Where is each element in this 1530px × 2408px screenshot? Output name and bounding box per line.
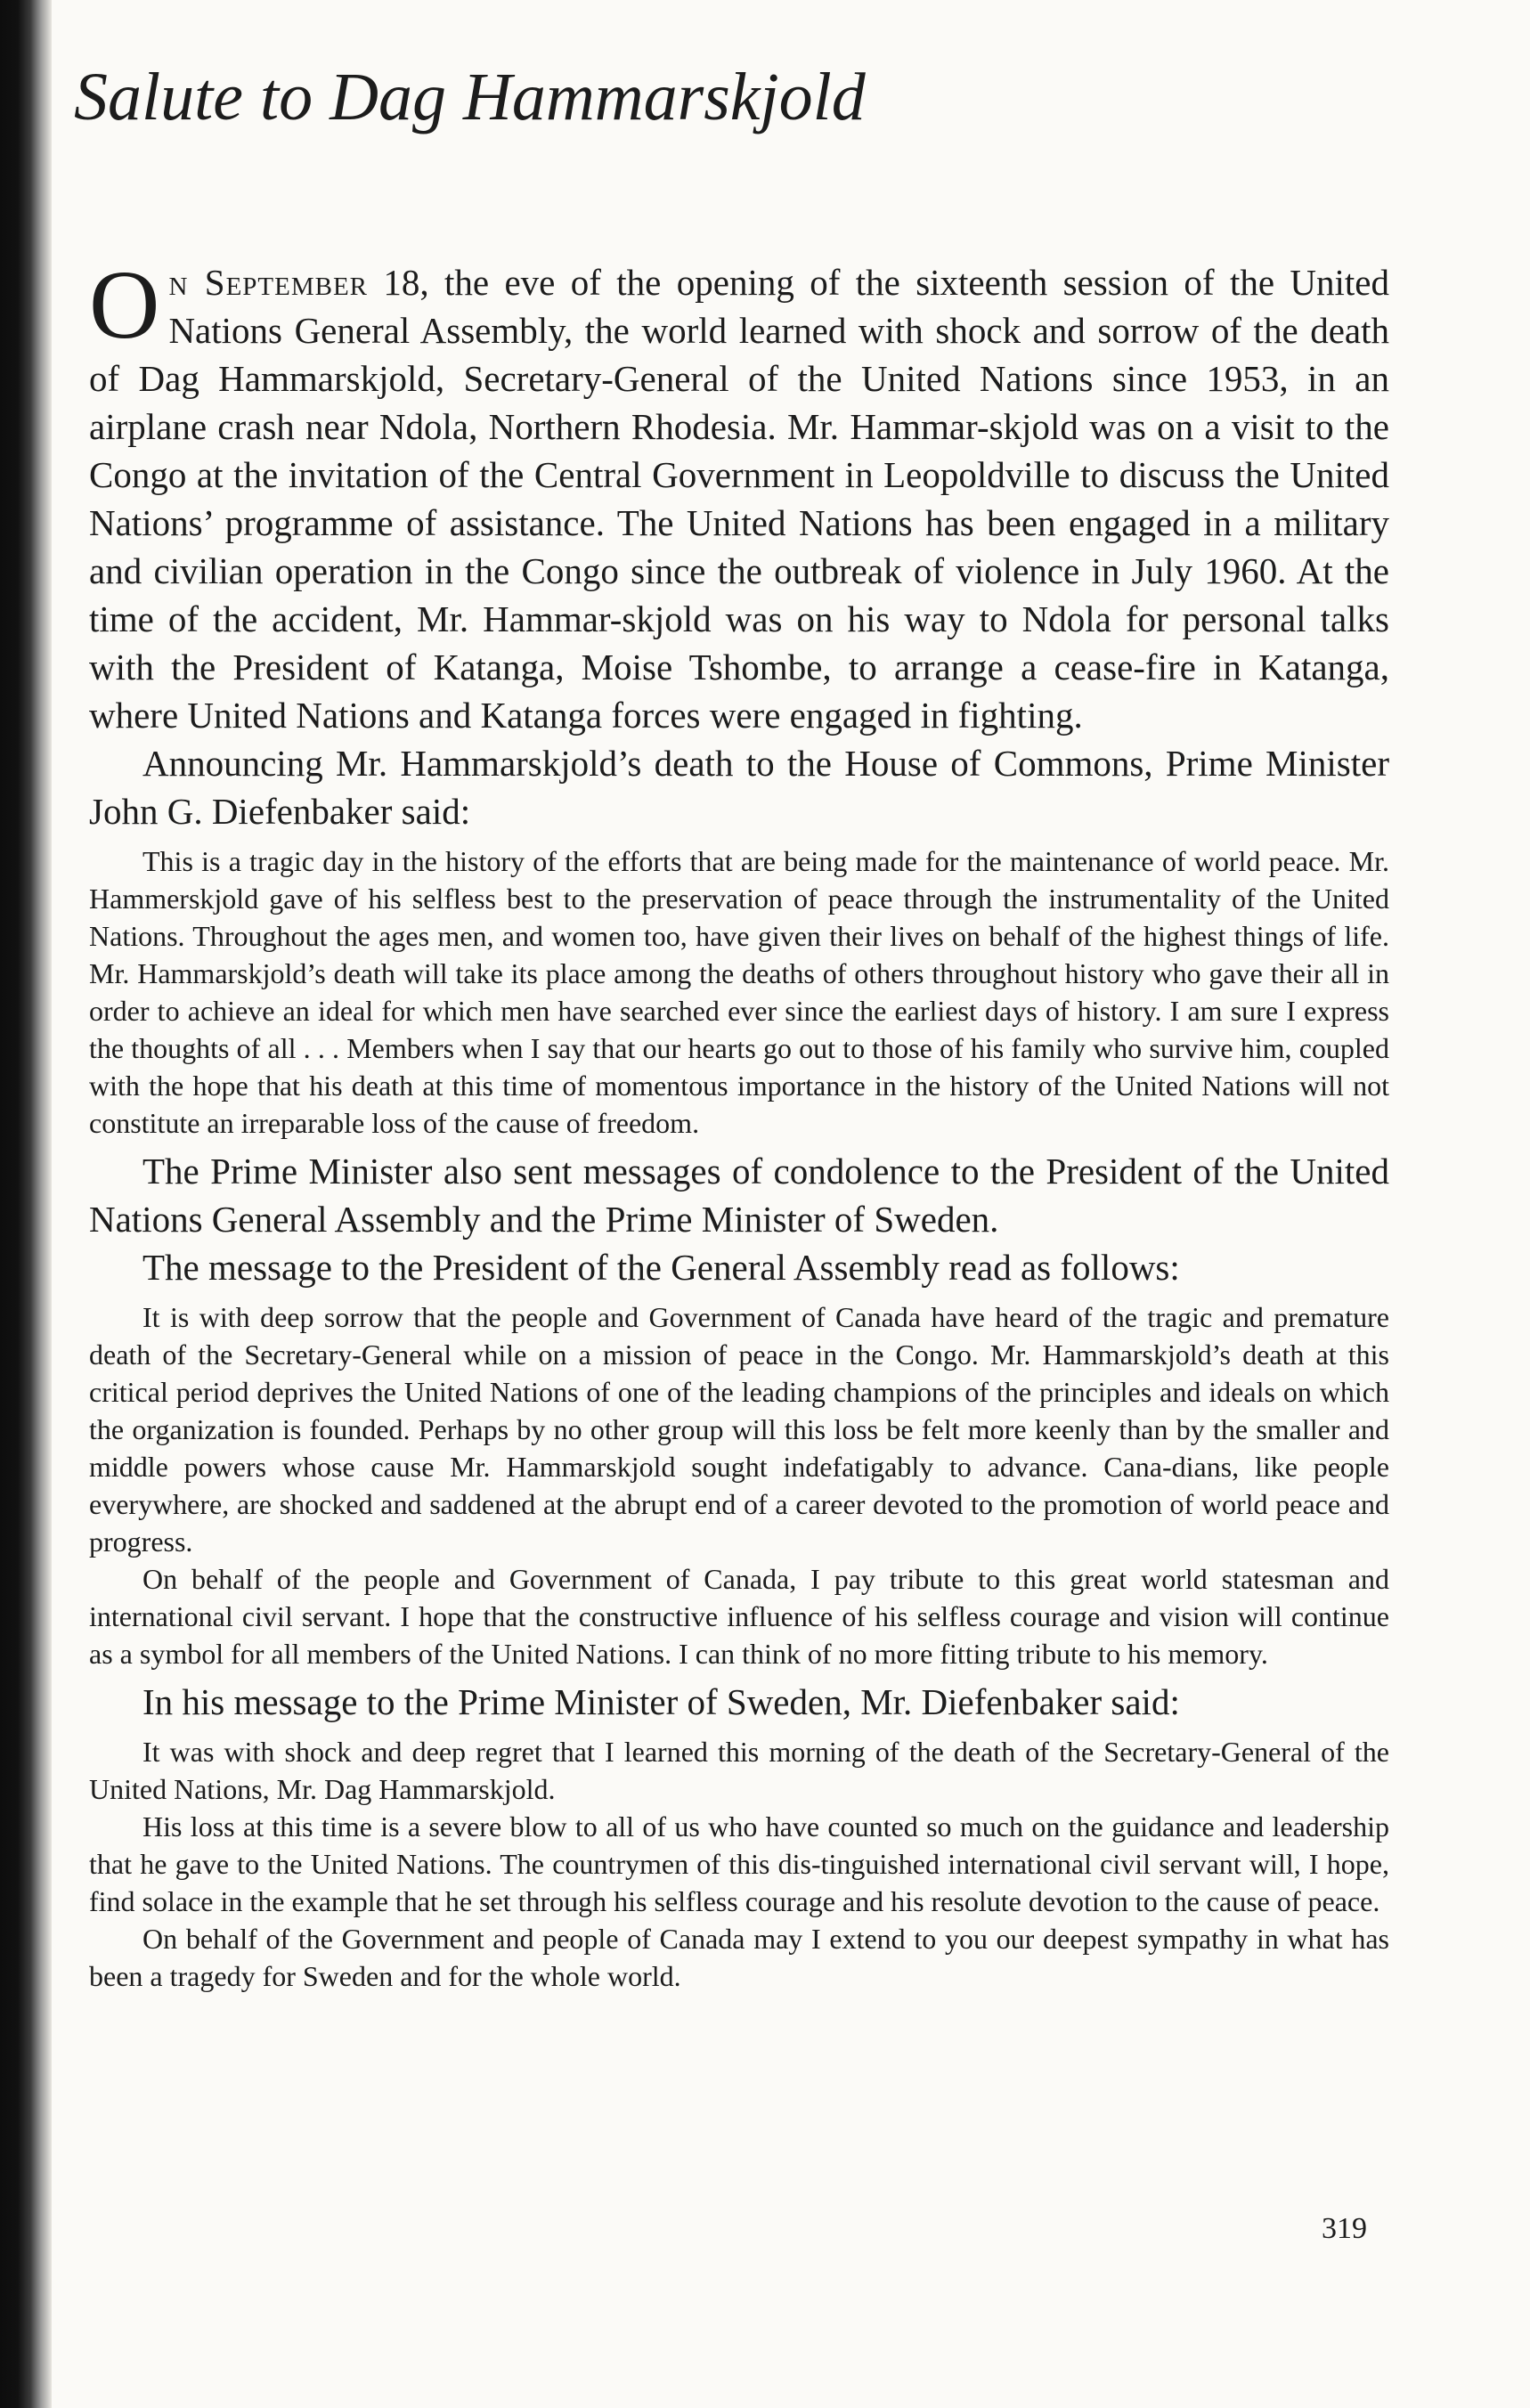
- intro-text: 18, the eve of the opening of the sixteenth session of the United Nations General Assembly, the world learned with shock and sorrow of the death of Dag Hammarskjold, Secretary-General of the United Nations since 1953, in an airplane crash near Ndola, Northern Rhodesia. Mr. Hammar-skjold was on a visit to the Congo at the invitation of the Central Government in Leopoldville to discuss the United Nations’ programme of assistance. The United Nations has been engaged in a military and civilian operation in the Congo since the outbreak of violence in July 1960. At the time of the accident, Mr. Hammar-skjold was on his way to Ndola for personal talks with the President of Katanga, Moise Tshombe, to arrange a cease-fire in Katanga, where United Nations and Katanga forces were engaged in fighting.: [89, 262, 1389, 736]
- quote-paragraph: It is with deep sorrow that the people and Government of Canada have heard of the tragic and premature death of the Secretary-General while on a mission of peace in the Congo. Mr. Hammarskjold’s death at this critical period deprives the United Nations of one of the leading champions of the principles and ideals on which the organization is founded. Perhaps by no other group will this loss be felt more keenly than by the smaller and middle powers whose cause Mr. Hammarskjold sought indefatigably to advance. Cana-dians, like people everywhere, are shocked and saddened at the abrupt end of a career devoted to the promotion of world peace and progress.: [89, 1301, 1389, 1558]
- announce-paragraph: Announcing Mr. Hammarskjold’s death to the House of Commons, Prime Minister John G. Diefenbaker said:: [89, 743, 1389, 832]
- article-body: [89, 250, 1389, 2000]
- quote-paragraph: On behalf of the Government and people of Canada may I extend to you our deepest sympathy in what has been a tragedy for Sweden and for the whole world.: [89, 1923, 1389, 1992]
- quote-paragraph: His loss at this time is a severe blow to all of us who have counted so much on the guidance and leadership that he gave to the United Nations. The countrymen of this dis-tinguished international civil servant will, I hope, find solace in the example that he set through his selfless courage and his resolute devotion to the cause of peace.: [89, 1810, 1389, 1917]
- condolence-paragraph: The Prime Minister also sent messages of condolence to the President of the United Nations General Assembly and the Prime Minister of Sweden.: [89, 1151, 1389, 1240]
- page-title: Salute to Dag Hammarskjold: [74, 60, 866, 134]
- quote-paragraph: This is a tragic day in the history of the efforts that are being made for the maintenance of world peace. Mr. Hammerskjold gave of his selfless best to the preservation of peace through the instrumentality of the United Nations. Throughout the ages men, and women too, have given their lives on behalf of the highest things of life. Mr. Hammarskjold’s death will take its place among the deaths of others throughout history who gave their all in order to achieve an ideal for which men have searched ever since the earliest days of history. I am sure I express the thoughts of all . . . Members when I say that our hearts go out to those of his family who survive him, coupled with the hope that his death at this time of momentous importance in the history of the United Nations will not constitute an irreparable loss of the cause of freedom.: [89, 845, 1389, 1139]
- sweden-quote: [89, 1733, 1389, 1995]
- drop-cap: O: [89, 250, 160, 359]
- intro-lead: n September: [168, 262, 369, 303]
- assembly-quote: [89, 1298, 1389, 1672]
- sweden-intro-paragraph: In his message to the Prime Minister of Sweden, Mr. Diefenbaker said:: [142, 1681, 1180, 1722]
- page-number: 319: [1322, 2212, 1367, 2245]
- quote-paragraph: On behalf of the people and Government of Canada, I pay tribute to this great world statesman and international civil servant. I hope that the constructive influence of his selfless courage and vision will continue as a symbol for all members of the United Nations. I can think of no more fitting tribute to his memory.: [89, 1563, 1389, 1670]
- quote-paragraph: It was with shock and deep regret that I learned this morning of the death of the Secretary-General of the United Nations, Mr. Dag Hammarskjold.: [89, 1736, 1389, 1805]
- intro-paragraph: [89, 250, 1389, 739]
- message-intro-paragraph: The message to the President of the General Assembly read as follows:: [142, 1247, 1180, 1288]
- commons-quote: [89, 842, 1389, 1142]
